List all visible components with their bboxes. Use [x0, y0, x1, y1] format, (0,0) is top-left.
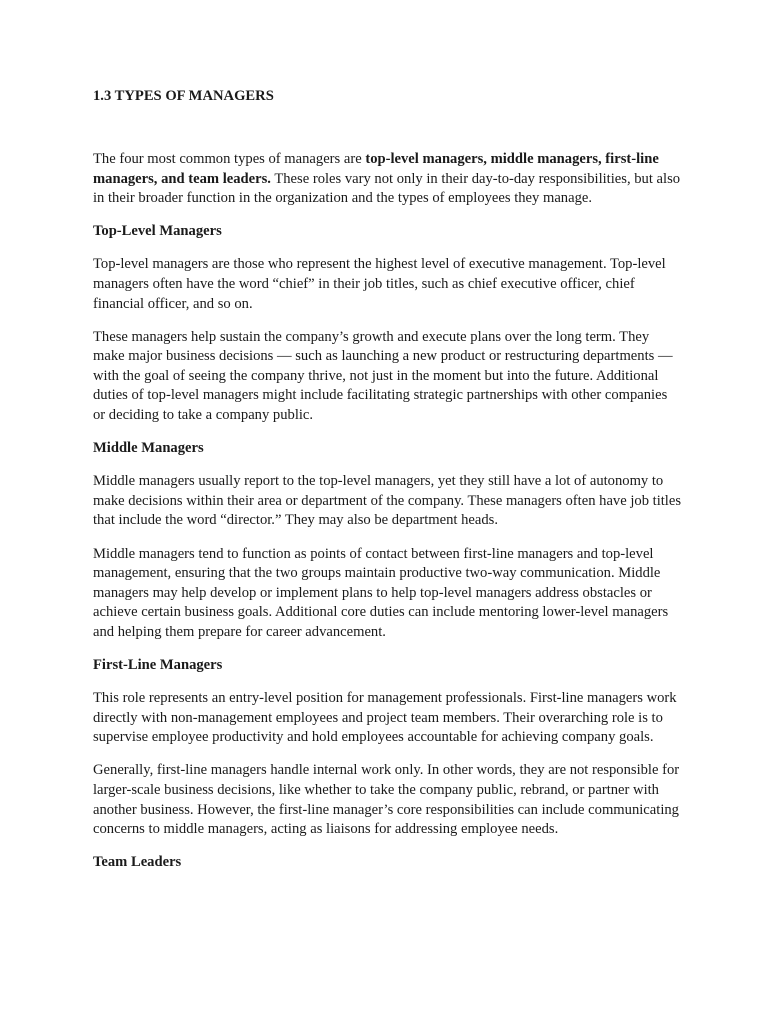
paragraph: Generally, first-line managers handle internal work only. In other words, they are not responsible for larger-scale business decisions, like whether to take the company public, rebrand, or partner with another business. However, the first-line manager’s core responsibilities can include communicating concerns to middle managers, acting as liaisons for addressing employee needs.	[93, 762, 680, 838]
section-heading-team-leaders: Team Leaders	[93, 854, 182, 871]
intro-bold: top-level managers, middle managers, first-line managers, and team leaders.	[93, 151, 659, 187]
paragraph: This role represents an entry-level position for management professionals. First-line managers work directly with non-management employees and project team members. Their overarching role is to supervise employee productivity and hold employees accountable for achieving company goals.	[93, 690, 677, 746]
paragraph: Top-level managers are those who represent the highest level of executive management. Top-level managers often have the word “chief” in their job titles, such as chief executive officer, chief financial officer, and so on.	[93, 256, 666, 312]
intro-paragraph	[93, 150, 683, 209]
paragraph: These managers help sustain the company’s growth and execute plans over the long term. They make major business decisions — such as launching a new product or restructuring departments — with the goal of seeing the company thrive, not just in the moment but into the future. Additional duties of top-level managers might include facilitating strategic partnerships with other companies or deciding to take a company public.	[93, 328, 673, 424]
document-title: 1.3 TYPES OF MANAGERS	[93, 88, 274, 104]
paragraph: Middle managers tend to function as points of contact between first-line managers and top-level management, ensuring that the two groups maintain productive two-way communication. Middle managers may help develop or implement plans to help top-level managers address obstacles or achieve certain business goals. Additional core duties can include mentoring lower-level managers and helping them prepare for career advancement.	[93, 545, 669, 640]
paragraph: Middle managers usually report to the top-level managers, yet they still have a lot of autonomy to make decisions within their area or department of the company. These managers often have job titles that include the word “director.” They may also be department heads.	[93, 473, 682, 529]
intro-trail: These roles vary not only in their day-to-day responsibilities, but also in their broader function in the organization and the types of employees they manage.	[93, 170, 681, 207]
intro-lead: The four most common types of managers are	[93, 151, 366, 167]
document-page	[93, 86, 683, 886]
section-heading-middle: Middle Managers	[93, 440, 204, 457]
section-heading-first-line: First-Line Managers	[93, 656, 223, 673]
section-heading-top-level: Top-Level Managers	[93, 223, 222, 240]
